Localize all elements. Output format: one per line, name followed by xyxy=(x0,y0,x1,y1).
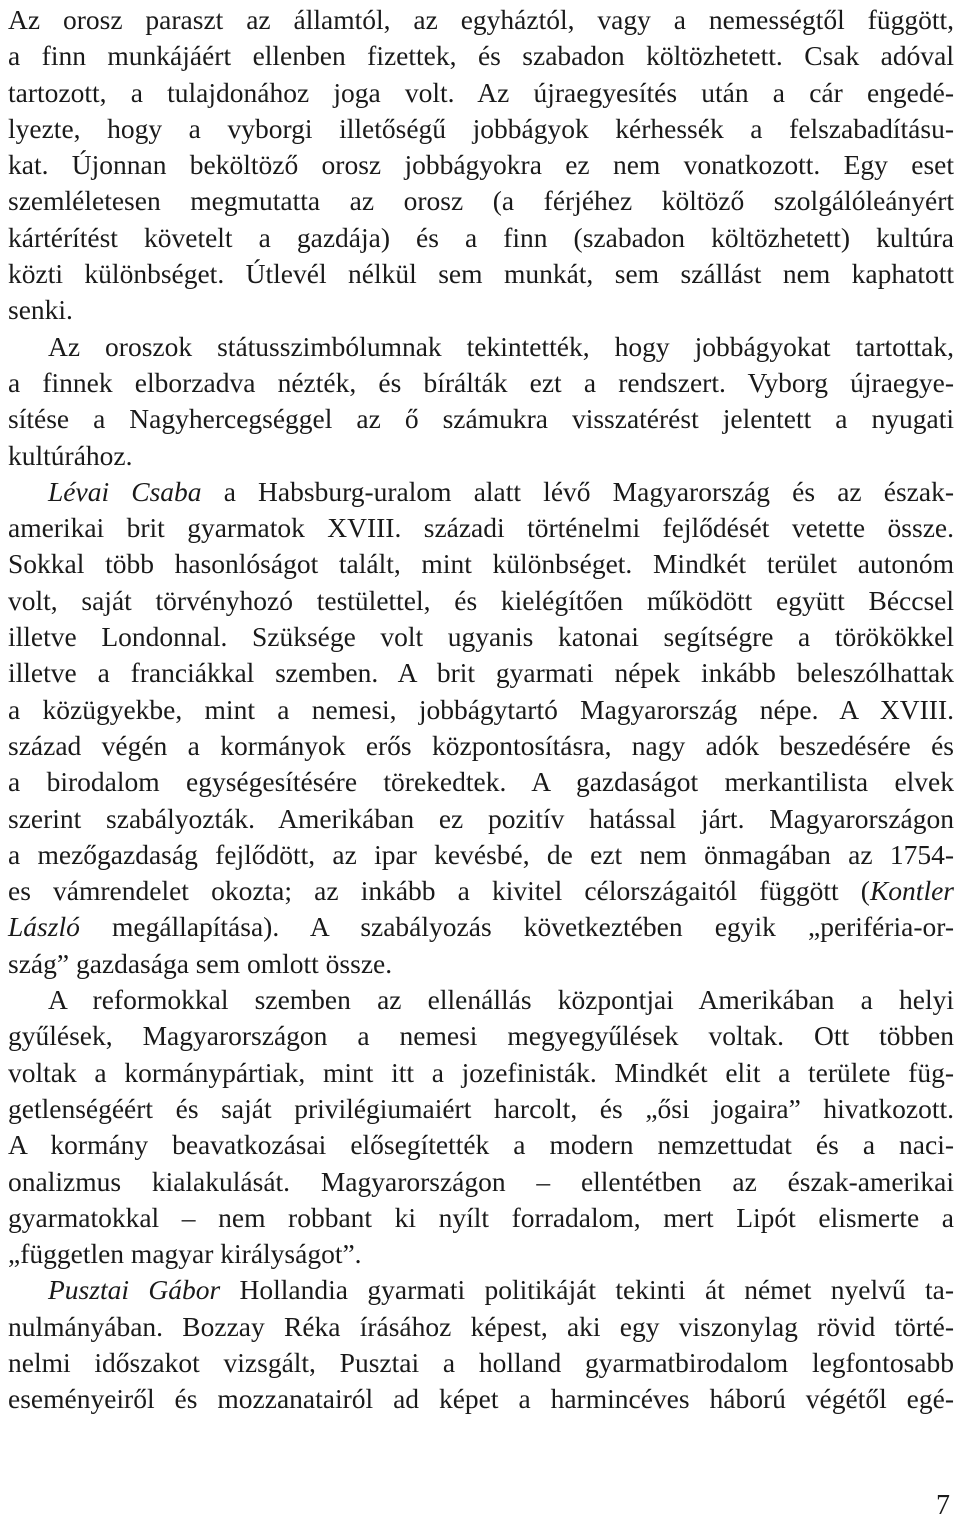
text-line: kat. Újonnan beköltöző orosz jobbágyokra ez nem vonatkozott. Egy eset xyxy=(8,149,954,181)
text-line: a birodalom egységesítésére törekedtek. A gazdaságot merkantilista elvek xyxy=(8,766,954,798)
text-line: kultúrához. xyxy=(8,439,133,471)
text-fragment: megállapítása). A szabályozás következtében egyik „periféria-or- xyxy=(79,911,954,943)
text-line: a mezőgazdaság fejlődött, az ipar kevésbé, de ezt nem önmagában az 1754- xyxy=(8,838,954,870)
text-line xyxy=(8,1272,954,1308)
body-text xyxy=(8,2,954,1418)
text-line xyxy=(8,873,954,909)
text-line: Az orosz paraszt az államtól, az egyháztól, vagy a nemességtől függött, xyxy=(8,4,954,35)
text-line: illetve Londonnal. Szüksége volt ugyanis katonai segítségre a törökökkel xyxy=(8,621,954,653)
text-line: nulmányában. Bozzay Réka írásához képest, aki egy viszonylag rövid törté- xyxy=(8,1310,954,1342)
text-fragment: es vámrendelet okozta; az inkább a kivitel célországaitól függött ( xyxy=(8,875,870,907)
text-line: getlenségéért és saját privilégiumaiért harcolt, és „ősi jogaira” hivatkozott. xyxy=(8,1092,954,1124)
text-line: voltak a kormánypártiak, mint itt a jozefinisták. Mindkét elit a területe füg- xyxy=(8,1056,954,1088)
text-line: a finn munkájáért ellenben fizettek, és szabadon költözhetett. Csak adóval xyxy=(8,40,954,72)
text-line: a közügyekbe, mint a nemesi, jobbágytartó Magyarország népe. A XVIII. xyxy=(8,693,954,725)
text-line: lyezte, hogy a vyborgi illetőségű jobbágyok kérhessék a felszabadításu- xyxy=(8,112,954,144)
page-number: 7 xyxy=(936,1490,950,1521)
text-line: kártérítést követelt a gazdája) és a finn (szabadon költözhetett) kultúra xyxy=(8,221,954,253)
text-line: gyarmatokkal – nem robbant ki nyílt forradalom, mert Lipót elismerte a xyxy=(8,1201,954,1233)
text-fragment: Hollandia gyarmati politikáját tekinti át német nyelvű ta- xyxy=(220,1274,955,1306)
text-line: A kormány beavatkozásai elősegítették a modern nemzettudat és a naci- xyxy=(8,1129,954,1161)
text-line: volt, saját törvényhozó testülettel, és kielégítően működött együtt Béccsel xyxy=(8,584,954,616)
text-line: tartozott, a tulajdonához joga volt. Az újraegyesítés után a cár engedé- xyxy=(8,76,954,108)
text-line: onalizmus kialakulását. Magyarországon – ellentétben az észak-amerikai xyxy=(8,1165,954,1197)
text-line: sítése a Nagyhercegséggel az ő számukra visszatérést jelentett a nyugati xyxy=(8,403,954,435)
text-line: nelmi időszakot vizsgált, Pusztai a holland gyarmatbirodalom legfontosabb xyxy=(8,1346,954,1378)
text-line: amerikai brit gyarmatok XVIII. századi történelmi fejlődését vetette össze. xyxy=(8,512,954,544)
text-line xyxy=(8,909,954,945)
text-line: szág” gazdasága sem omlott össze. xyxy=(8,947,393,979)
text-line: Sokkal több hasonlóságot talált, mint különbséget. Mindkét terület autonóm xyxy=(8,548,954,580)
text-line: senki. xyxy=(8,294,73,326)
text-line: század végén a kormányok erős központosításra, nagy adók beszedésére és xyxy=(8,729,954,761)
text-line: eseményeiről és mozzanatairól ad képet a harmincéves háború végétől egé- xyxy=(8,1383,954,1415)
author-name: Kontler xyxy=(869,875,954,907)
text-line: szemléletesen megmutatta az orosz (a férjéhez költöző szolgálóleányért xyxy=(8,185,954,217)
text-line: közti különbséget. Útlevél nélkül sem munkát, sem szállást nem kaphatott xyxy=(8,258,954,290)
text-line: gyűlések, Magyarországon a nemesi megyegyűlések voltak. Ott többen xyxy=(8,1020,954,1052)
text-line: A reformokkal szemben az ellenállás központjai Amerikában a helyi xyxy=(48,984,954,1016)
text-line: a finnek elborzadva nézték, és bírálták ezt a rendszert. Vyborg újraegye- xyxy=(8,366,954,398)
author-name: Lévai Csaba xyxy=(48,475,202,507)
text-line: szerint szabályozták. Amerikában ez pozitív hatással járt. Magyarországon xyxy=(8,802,954,834)
author-name: László xyxy=(8,911,80,943)
text-line xyxy=(8,474,954,510)
text-line: Az oroszok státusszimbólumnak tekintették, hogy jobbágyokat tartottak, xyxy=(48,330,954,362)
text-fragment: a Habsburg-uralom alatt lévő Magyarország és az észak- xyxy=(201,475,954,507)
author-name: Pusztai Gábor xyxy=(48,1274,221,1306)
text-line: „független magyar királyságot”. xyxy=(8,1238,362,1270)
text-line: illetve a franciákkal szemben. A brit gyarmati népek inkább beleszólhattak xyxy=(8,657,954,689)
